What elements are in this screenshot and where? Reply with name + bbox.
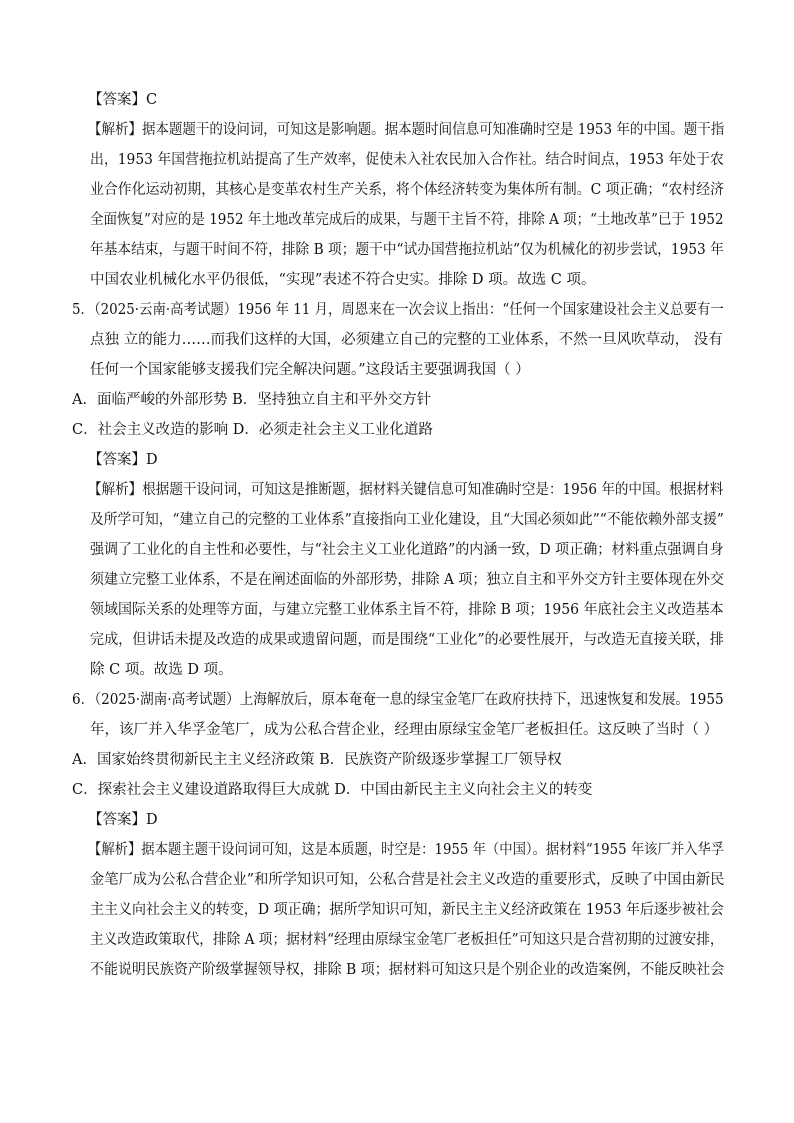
text-line: 主主义向社会主义的转变，D 项正确；据所学知识可知，新民主主义经济政策在 1953 年后逐步被社会 (90, 902, 724, 918)
question-line: C．探索社会主义建设道路取得巨大成就 D．中国由新民主主义向社会主义的转变 (72, 782, 593, 798)
question-line: 5．（2025·云南·高考试题）1956 年 11 月，周恩来在一次会议上指出：“任何一个国家建设社会主义总要有一 (72, 302, 724, 318)
text-line: 不能说明民族资产阶级掌握领导权，排除 B 项；据材料可知这只是个别企业的改造案例，不能反映社会 (90, 962, 725, 978)
text-line: 除 C 项。故选 D 项。 (90, 662, 233, 678)
text-line: 年，该厂并入华孚金笔厂，成为公私合营企业，经理由原绿宝金笔厂老板担任。这反映了当时（ ） (90, 722, 719, 738)
text-line: 全面恢复”对应的是 1952 年土地改革完成后的成果，与题干主旨不符，排除 A 项；“土地改革”已于 1952 (90, 212, 724, 228)
question-line: 6．（2025·湖南·高考试题）上海解放后，原本奄奄一息的绿宝金笔厂在政府扶持下，迅速恢复和发展。1955 (72, 692, 724, 708)
answer-line: 【答案】D (88, 452, 158, 468)
text-line: 业合作化运动初期，其核心是变革农村生产关系，将个体经济转变为集体所有制。C 项正确；“农村经济 (90, 182, 725, 198)
text-line: 完成，但讲话未提及改造的成果或遗留问题，而是围绕“工业化”的必要性展开，与改造无直接关联，排 (90, 632, 724, 648)
question-line: C．社会主义改造的影响 D．必须走社会主义工业化道路 (72, 422, 433, 438)
question-line: A．国家始终贯彻新民主主义经济政策 B．民族资产阶级逐步掌握工厂领导权 (72, 752, 562, 768)
text-line: 须建立完整工业体系，不是在阐述面临的外部形势，排除 A 项；独立自主和平外交方针主要体现在外交 (90, 572, 725, 588)
text-line: 中国农业机械化水平仍很低，“实现”表述不符合史实。排除 D 项。故选 C 项。 (90, 272, 596, 288)
text-line: 及所学可知，“建立自己的完整的工业体系”直接指向工业化建设，且“大国必须如此”“不能依赖外部支援” (90, 512, 724, 528)
text-line: 强调了工业化的自主性和必要性，与“社会主义工业化道路”的内涵一致，D 项正确；材料重点强调自身 (90, 542, 724, 558)
text-line: 主义改造政策取代，排除 A 项；据材料“经理由原绿宝金笔厂老板担任”可知这只是合营初期的过渡安排， (90, 932, 724, 948)
text-line: 点独 立的能力……而我们这样的大国，必须建立自己的完整的工业体系，不然一旦风吹草动， 没有 (90, 332, 723, 348)
answer-line: 【答案】C (88, 92, 158, 108)
text-line: 【解析】据本题题干的设问词，可知这是影响题。据本题时间信息可知准确时空是 1953 年的中国。题干指 (88, 122, 725, 138)
text-line: 出，1953 年国营拖拉机站提高了生产效率，促使未入社农民加入合作社。结合时间点，1953 年处于农 (90, 152, 724, 168)
text-line: 【解析】据本题主题干设问词可知，这是本质题，时空是：1955 年（中国）。据材料“1955 年该厂并入华孚 (88, 842, 725, 858)
text-line: 年基本结束，与题干时间不符，排除 B 项；题干中“试办国营拖拉机站”仅为机械化的初步尝试，1953 年 (90, 242, 724, 258)
question-line: A．面临严峻的外部形势 B．坚持独立自主和平外交方针 (72, 392, 432, 408)
text-line: 【解析】根据题干设问词，可知这是推断题，据材料关键信息可知准确时空是：1956 年的中国。根据材料 (88, 482, 724, 498)
answer-line: 【答案】D (88, 812, 158, 828)
text-line: 任何一个国家能够支援我们完全解决问题。”这段话主要强调我国（ ） (90, 362, 530, 378)
text-line: 金笔厂成为公私合营企业”和所学知识可知，公私合营是社会主义改造的重要形式，反映了中国由新民 (90, 872, 725, 888)
text-line: 领域国际关系的处理等方面，与建立完整工业体系主旨不符，排除 B 项；1956 年底社会主义改造基本 (90, 602, 724, 618)
